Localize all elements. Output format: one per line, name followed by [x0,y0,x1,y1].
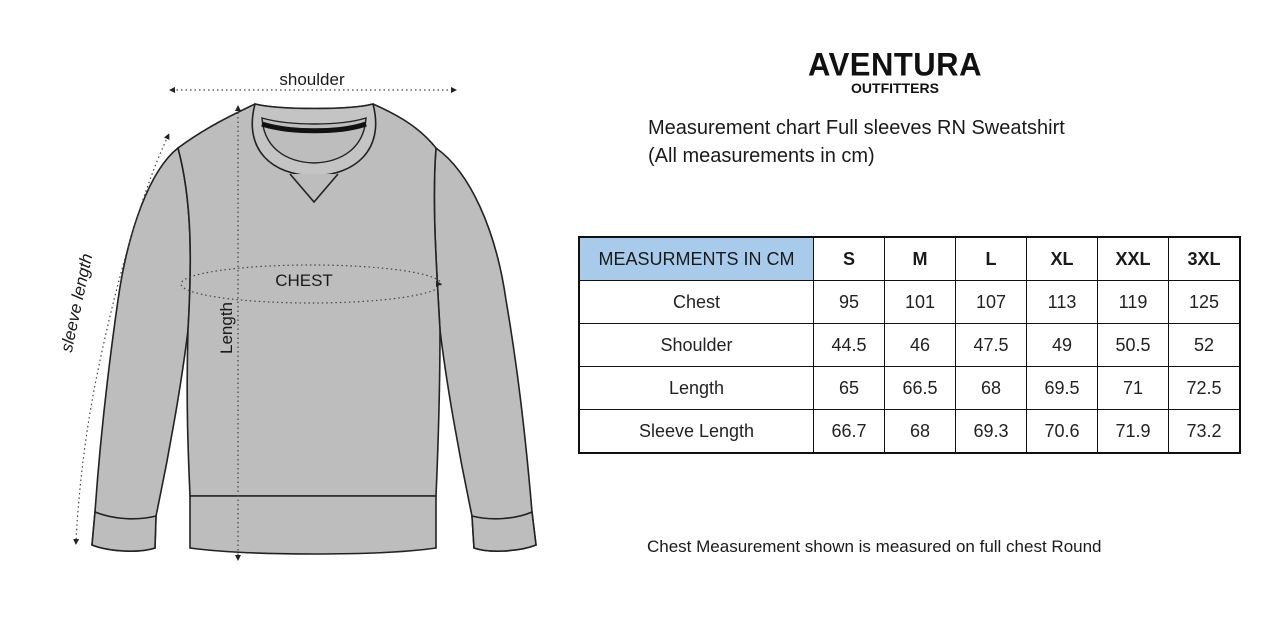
size-table [578,236,1241,454]
table-row [579,281,1240,324]
table-cell: 101 [885,281,956,324]
row-label: Chest [579,281,814,324]
table-cell: 72.5 [1169,367,1241,410]
chart-title [648,114,1065,170]
table-row [579,324,1240,367]
row-label: Sleeve Length [579,410,814,454]
table-cell: 119 [1098,281,1169,324]
brand-subtitle: OUTFITTERS [851,80,939,96]
chart-title-line1: Measurement chart Full sleeves RN Sweatshirt [648,117,1065,139]
brand-name: AVENTURA [808,46,982,83]
table-cell: 68 [885,410,956,454]
left-sleeve [92,148,190,551]
table-cell: 71 [1098,367,1169,410]
sleeve-length-label: sleeve length [56,251,97,354]
right-sleeve [434,148,536,551]
shoulder-label: shoulder [279,70,345,89]
row-label: Length [579,367,814,410]
table-cell: 73.2 [1169,410,1241,454]
table-cell: 66.7 [814,410,885,454]
header-size: XL [1027,237,1098,281]
table-cell: 71.9 [1098,410,1169,454]
table-cell: 49 [1027,324,1098,367]
table-cell: 44.5 [814,324,885,367]
table-row [579,410,1240,454]
table-cell: 107 [956,281,1027,324]
table-cell: 50.5 [1098,324,1169,367]
header-measurements: MEASURMENTS IN CM [579,237,814,281]
left-cuff [92,512,156,551]
table-cell: 70.6 [1027,410,1098,454]
table-cell: 69.3 [956,410,1027,454]
header-size: M [885,237,956,281]
table-cell: 47.5 [956,324,1027,367]
table-cell: 66.5 [885,367,956,410]
table-header-row [579,237,1240,281]
sweatshirt-diagram [0,0,600,639]
waistband [190,496,436,554]
brand-logo [800,48,990,95]
sweatshirt-illustration [92,104,536,554]
table-row [579,367,1240,410]
table-cell: 95 [814,281,885,324]
table-cell: 52 [1169,324,1241,367]
table-cell: 68 [956,367,1027,410]
table-cell: 125 [1169,281,1241,324]
header-size: L [956,237,1027,281]
row-label: Shoulder [579,324,814,367]
table-cell: 69.5 [1027,367,1098,410]
chest-label: CHEST [275,271,333,290]
table-cell: 65 [814,367,885,410]
right-cuff [472,512,536,551]
length-label: Length [217,302,236,354]
footnote: Chest Measurement shown is measured on full chest Round [647,537,1102,556]
table-cell: 46 [885,324,956,367]
header-size: S [814,237,885,281]
header-size: XXL [1098,237,1169,281]
table-cell: 113 [1027,281,1098,324]
chart-title-line2: (All measurements in cm) [648,145,875,167]
header-size: 3XL [1169,237,1241,281]
